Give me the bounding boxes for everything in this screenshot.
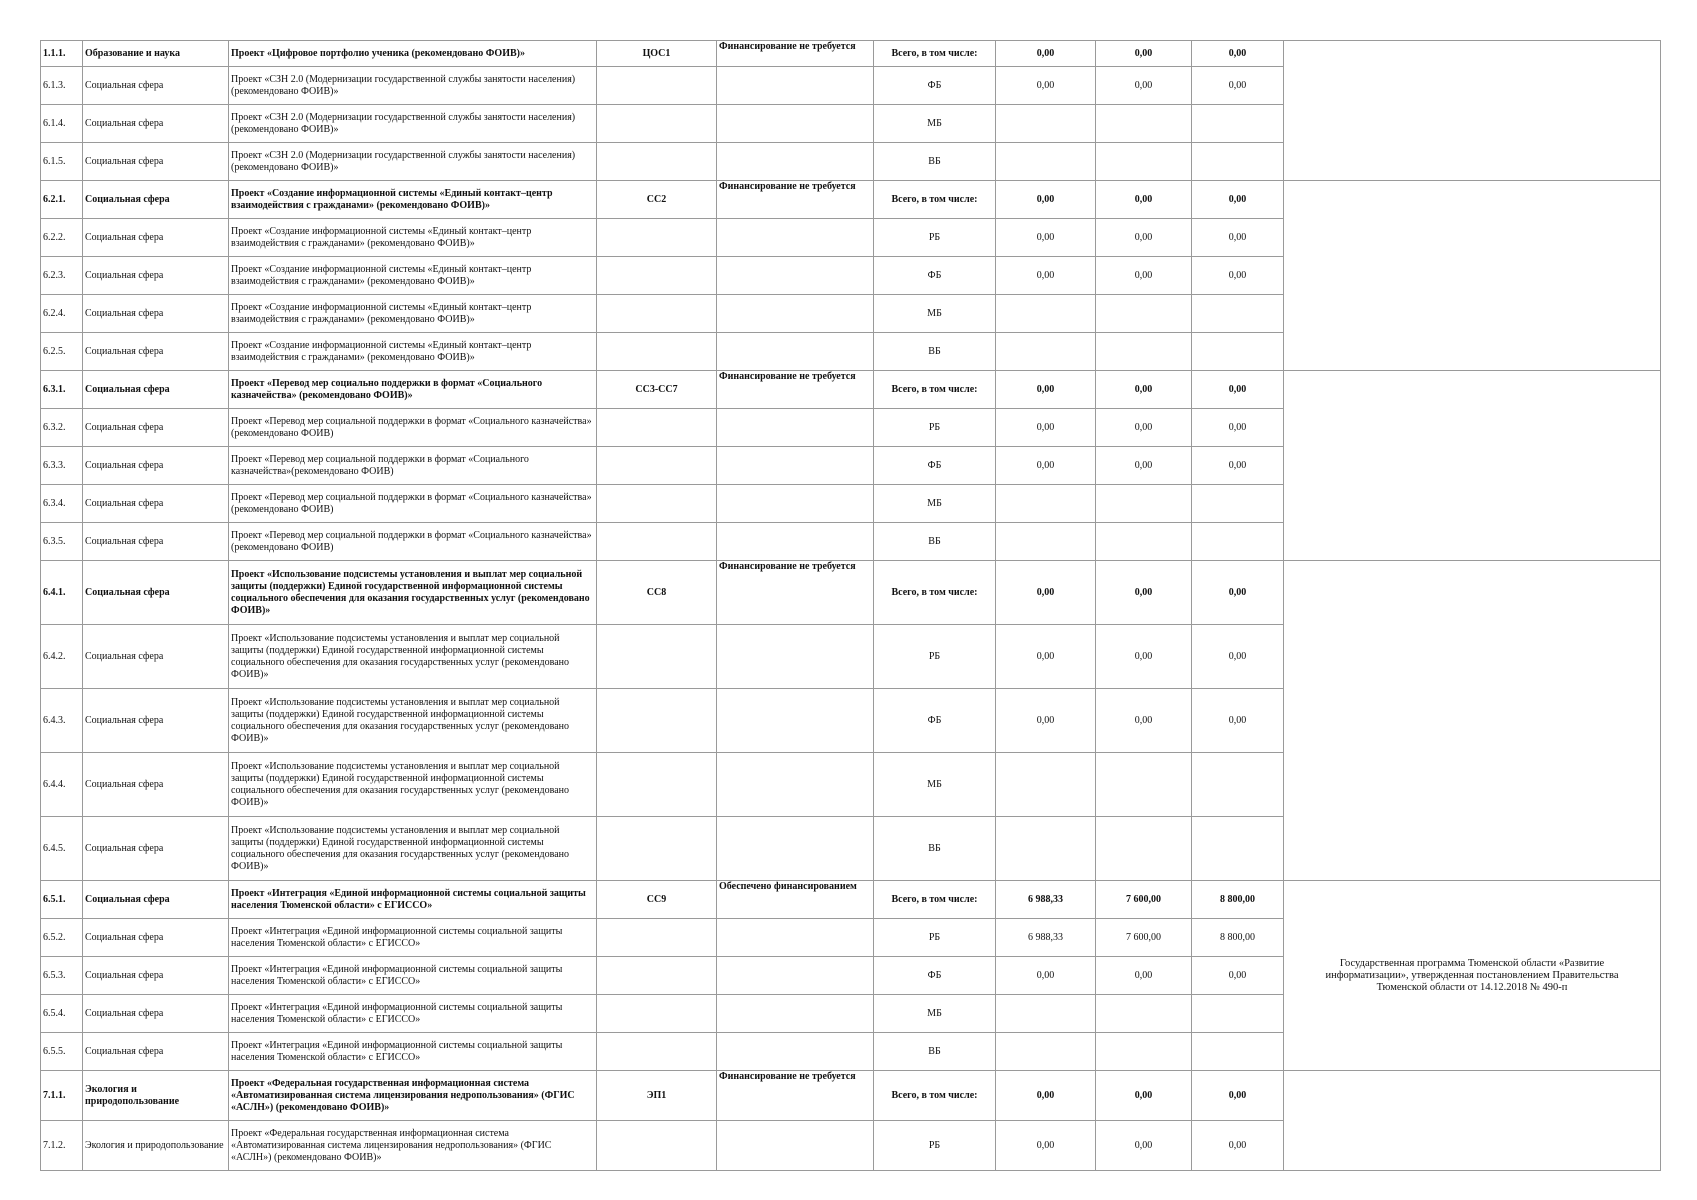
row-funding-source: МБ [874,485,996,523]
row-area: Социальная сфера [83,447,229,485]
row-value-3: 0,00 [1192,1071,1284,1121]
row-area: Социальная сфера [83,689,229,753]
row-funding-status [717,143,874,181]
row-code [597,219,717,257]
row-value-1: 0,00 [996,689,1096,753]
row-code: СС3-СС7 [597,371,717,409]
row-area: Социальная сфера [83,1033,229,1071]
row-funding-status [717,689,874,753]
row-funding-status [717,219,874,257]
row-funding-status [717,447,874,485]
row-area: Экология и природопользование [83,1121,229,1171]
note-cell [1284,561,1661,881]
row-project-name: Проект «СЗН 2.0 (Модернизации государственной службы занятости населения) (рекомендовано ФОИВ)» [229,67,597,105]
row-value-1: 6 988,33 [996,919,1096,957]
row-area: Социальная сфера [83,295,229,333]
row-number: 6.3.1. [41,371,83,409]
row-number: 6.5.3. [41,957,83,995]
row-funding-source: ФБ [874,689,996,753]
row-number: 6.3.5. [41,523,83,561]
program-note: Государственная программа Тюменской области «Развитие информатизации», утвержденная постановлением Правительства Тюменской области от 14.12.2018 № 490-п [1284,881,1661,1071]
row-area: Социальная сфера [83,105,229,143]
row-number: 7.1.1. [41,1071,83,1121]
row-code [597,523,717,561]
row-number: 6.3.2. [41,409,83,447]
row-funding-source: Всего, в том числе: [874,561,996,625]
row-funding-source: ФБ [874,957,996,995]
row-project-name: Проект «Использование подсистемы установления и выплат мер социальной защиты (поддержки) Единой государственной информационной системы социального обеспечения для оказания государственных услуг (рекомендовано ФОИВ)» [229,753,597,817]
row-funding-status [717,67,874,105]
funding-table [40,40,1661,1171]
row-code [597,995,717,1033]
row-funding-source: Всего, в том числе: [874,881,996,919]
row-code [597,67,717,105]
row-project-name: Проект «Перевод мер социальной поддержки в формат «Социального казначейства» (рекомендовано ФОИВ) [229,409,597,447]
row-value-1 [996,295,1096,333]
row-code [597,957,717,995]
row-number: 1.1.1. [41,41,83,67]
row-value-3: 0,00 [1192,689,1284,753]
row-funding-status [717,753,874,817]
row-area: Социальная сфера [83,333,229,371]
row-code [597,485,717,523]
row-code [597,447,717,485]
row-value-1 [996,143,1096,181]
row-funding-source: Всего, в том числе: [874,181,996,219]
row-value-2 [1096,333,1192,371]
row-number: 6.1.4. [41,105,83,143]
row-value-3: 0,00 [1192,957,1284,995]
table-row [41,41,1661,67]
row-project-name: Проект «Использование подсистемы установления и выплат мер социальной защиты (поддержки) Единой государственной информационной системы социального обеспечения для оказания государственных услуг (рекомендовано ФОИВ)» [229,689,597,753]
row-value-1: 0,00 [996,957,1096,995]
row-code [597,625,717,689]
note-cell [1284,371,1661,561]
row-area: Социальная сфера [83,995,229,1033]
row-code [597,143,717,181]
row-funding-status [717,957,874,995]
row-value-2 [1096,105,1192,143]
row-number: 6.4.3. [41,689,83,753]
row-funding-status [717,105,874,143]
row-value-2: 0,00 [1096,1071,1192,1121]
row-project-name: Проект «Перевод мер социальной поддержки в формат «Социального казначейства» (рекомендовано ФОИВ) [229,485,597,523]
row-code: СС2 [597,181,717,219]
row-area: Социальная сфера [83,67,229,105]
row-value-1: 0,00 [996,219,1096,257]
row-number: 6.2.4. [41,295,83,333]
row-code [597,1121,717,1171]
row-value-3: 0,00 [1192,257,1284,295]
row-value-3 [1192,485,1284,523]
row-number: 6.3.3. [41,447,83,485]
row-project-name: Проект «Использование подсистемы установления и выплат мер социальной защиты (поддержки) Единой государственной информационной системы социального обеспечения для оказания государственных услуг (рекомендовано ФОИВ)» [229,625,597,689]
row-area: Образование и наука [83,41,229,67]
row-number: 6.4.5. [41,817,83,881]
row-value-1: 0,00 [996,561,1096,625]
row-number: 6.5.5. [41,1033,83,1071]
row-project-name: Проект «Перевод мер социально поддержки в формат «Социального казначейства» (рекомендовано ФОИВ)» [229,371,597,409]
row-value-2: 7 600,00 [1096,919,1192,957]
row-area: Социальная сфера [83,817,229,881]
row-project-name: Проект «СЗН 2.0 (Модернизации государственной службы занятости населения) (рекомендовано ФОИВ)» [229,105,597,143]
row-value-2: 0,00 [1096,67,1192,105]
row-funding-source: Всего, в том числе: [874,41,996,67]
row-number: 6.2.5. [41,333,83,371]
row-funding-source: Всего, в том числе: [874,1071,996,1121]
row-code: ЦОС1 [597,41,717,67]
row-area: Социальная сфера [83,957,229,995]
row-area: Социальная сфера [83,523,229,561]
row-area: Социальная сфера [83,409,229,447]
row-funding-status [717,257,874,295]
row-value-3: 0,00 [1192,561,1284,625]
row-value-2 [1096,817,1192,881]
row-value-2 [1096,143,1192,181]
row-area: Социальная сфера [83,371,229,409]
note-cell [1284,1071,1661,1171]
row-project-name: Проект «Создание информационной системы «Единый контакт–центр взаимодействия с гражданами» (рекомендовано ФОИВ)» [229,295,597,333]
row-area: Социальная сфера [83,219,229,257]
row-funding-status: Финансирование не требуется [717,181,874,219]
row-value-3: 0,00 [1192,219,1284,257]
row-value-1 [996,333,1096,371]
row-funding-source: РБ [874,219,996,257]
row-funding-status: Финансирование не требуется [717,41,874,67]
row-project-name: Проект «Создание информационной системы «Единый контакт–центр взаимодействия с гражданами» (рекомендовано ФОИВ)» [229,181,597,219]
row-value-3: 8 800,00 [1192,919,1284,957]
row-funding-status [717,919,874,957]
row-code: ЭП1 [597,1071,717,1121]
row-code: СС9 [597,881,717,919]
row-number: 7.1.2. [41,1121,83,1171]
row-value-2: 0,00 [1096,1121,1192,1171]
row-value-1 [996,1033,1096,1071]
row-value-3 [1192,523,1284,561]
row-project-name: Проект «Федеральная государственная информационная система «Автоматизированная система лицензирования недропользования» (ФГИС «АСЛН») (рекомендовано ФОИВ)» [229,1071,597,1121]
row-value-2: 0,00 [1096,625,1192,689]
row-funding-status: Обеспечено финансированием [717,881,874,919]
row-funding-source: МБ [874,995,996,1033]
row-value-1: 0,00 [996,371,1096,409]
row-value-2 [1096,485,1192,523]
row-value-2: 0,00 [1096,371,1192,409]
row-value-2 [1096,1033,1192,1071]
row-area: Социальная сфера [83,625,229,689]
row-value-3 [1192,105,1284,143]
note-cell [1284,41,1661,181]
row-area: Социальная сфера [83,881,229,919]
row-value-1: 0,00 [996,409,1096,447]
row-project-name: Проект «Федеральная государственная информационная система «Автоматизированная система лицензирования недропользования» (ФГИС «АСЛН») (рекомендовано ФОИВ)» [229,1121,597,1171]
row-value-3 [1192,995,1284,1033]
row-value-1: 0,00 [996,1121,1096,1171]
row-number: 6.2.3. [41,257,83,295]
row-funding-source: Всего, в том числе: [874,371,996,409]
row-project-name: Проект «Использование подсистемы установления и выплат мер социальной защиты (поддержки) Единой государственной информационной системы социального обеспечения для оказания государственных услуг (рекомендовано ФОИВ)» [229,561,597,625]
row-value-1: 0,00 [996,257,1096,295]
row-value-2 [1096,753,1192,817]
row-value-3: 0,00 [1192,181,1284,219]
row-funding-status [717,333,874,371]
row-funding-status [717,817,874,881]
row-code [597,295,717,333]
row-value-2: 7 600,00 [1096,881,1192,919]
row-area: Социальная сфера [83,143,229,181]
row-number: 6.1.3. [41,67,83,105]
row-value-1: 0,00 [996,447,1096,485]
row-value-2: 0,00 [1096,257,1192,295]
row-value-3: 0,00 [1192,371,1284,409]
row-area: Социальная сфера [83,561,229,625]
row-code [597,257,717,295]
row-value-2 [1096,523,1192,561]
row-area: Социальная сфера [83,485,229,523]
row-funding-status: Финансирование не требуется [717,371,874,409]
row-funding-status [717,523,874,561]
row-project-name: Проект «Перевод мер социальной поддержки в формат «Социального казначейства» (рекомендовано ФОИВ) [229,523,597,561]
row-number: 6.4.2. [41,625,83,689]
note-cell [1284,181,1661,371]
row-value-3 [1192,333,1284,371]
row-project-name: Проект «Интеграция «Единой информационной системы социальной защиты населения Тюменской области» с ЕГИССО» [229,881,597,919]
row-funding-source: МБ [874,105,996,143]
row-value-1 [996,485,1096,523]
row-value-2: 0,00 [1096,957,1192,995]
row-code [597,1033,717,1071]
row-funding-source: ФБ [874,67,996,105]
row-value-1: 0,00 [996,67,1096,105]
row-project-name: Проект «Создание информационной системы «Единый контакт–центр взаимодействия с гражданами» (рекомендовано ФОИВ)» [229,333,597,371]
table-body [41,41,1661,1171]
row-code [597,817,717,881]
row-funding-source: ВБ [874,333,996,371]
row-funding-status [717,295,874,333]
row-funding-status: Финансирование не требуется [717,561,874,625]
row-number: 6.5.4. [41,995,83,1033]
row-funding-source: ВБ [874,817,996,881]
row-code [597,919,717,957]
row-project-name: Проект «СЗН 2.0 (Модернизации государственной службы занятости населения) (рекомендовано ФОИВ)» [229,143,597,181]
row-value-2: 0,00 [1096,409,1192,447]
table-row [41,1071,1661,1121]
row-value-1 [996,817,1096,881]
row-code [597,105,717,143]
row-value-2: 0,00 [1096,561,1192,625]
row-value-3: 8 800,00 [1192,881,1284,919]
row-value-3 [1192,753,1284,817]
row-value-3 [1192,143,1284,181]
row-area: Социальная сфера [83,181,229,219]
row-funding-source: РБ [874,919,996,957]
row-value-1: 0,00 [996,41,1096,67]
row-funding-status [717,625,874,689]
row-value-1: 0,00 [996,1071,1096,1121]
row-value-2: 0,00 [1096,447,1192,485]
table-row [41,181,1661,219]
table-row [41,371,1661,409]
row-funding-source: ВБ [874,143,996,181]
row-value-2: 0,00 [1096,689,1192,753]
row-value-2: 0,00 [1096,219,1192,257]
row-project-name: Проект «Интеграция «Единой информационной системы социальной защиты населения Тюменской области» с ЕГИССО» [229,957,597,995]
row-number: 6.4.4. [41,753,83,817]
row-number: 6.3.4. [41,485,83,523]
row-funding-status: Финансирование не требуется [717,1071,874,1121]
table-row [41,561,1661,625]
row-code [597,689,717,753]
row-project-name: Проект «Интеграция «Единой информационной системы социальной защиты населения Тюменской области» с ЕГИССО» [229,995,597,1033]
row-funding-status [717,1121,874,1171]
row-project-name: Проект «Использование подсистемы установления и выплат мер социальной защиты (поддержки) Единой государственной информационной системы социального обеспечения для оказания государственных услуг (рекомендовано ФОИВ)» [229,817,597,881]
row-value-1: 0,00 [996,181,1096,219]
row-value-3: 0,00 [1192,447,1284,485]
row-project-name: Проект «Создание информационной системы «Единый контакт–центр взаимодействия с гражданами» (рекомендовано ФОИВ)» [229,257,597,295]
row-area: Социальная сфера [83,257,229,295]
row-funding-status [717,485,874,523]
row-value-1: 0,00 [996,625,1096,689]
row-value-3: 0,00 [1192,67,1284,105]
row-number: 6.4.1. [41,561,83,625]
row-value-3: 0,00 [1192,41,1284,67]
row-value-1: 6 988,33 [996,881,1096,919]
row-value-3 [1192,817,1284,881]
row-funding-status [717,995,874,1033]
row-number: 6.2.1. [41,181,83,219]
row-project-name: Проект «Создание информационной системы «Единый контакт–центр взаимодействия с гражданами» (рекомендовано ФОИВ)» [229,219,597,257]
row-number: 6.5.1. [41,881,83,919]
table-row [41,881,1661,919]
row-funding-source: ФБ [874,447,996,485]
row-funding-source: МБ [874,295,996,333]
row-value-3: 0,00 [1192,409,1284,447]
row-value-2 [1096,995,1192,1033]
row-funding-source: МБ [874,753,996,817]
row-code [597,333,717,371]
row-project-name: Проект «Интеграция «Единой информационной системы социальной защиты населения Тюменской области» с ЕГИССО» [229,919,597,957]
row-area: Социальная сфера [83,753,229,817]
row-project-name: Проект «Интеграция «Единой информационной системы социальной защиты населения Тюменской области» с ЕГИССО» [229,1033,597,1071]
row-number: 6.1.5. [41,143,83,181]
row-value-3: 0,00 [1192,1121,1284,1171]
row-area: Социальная сфера [83,919,229,957]
row-funding-source: РБ [874,409,996,447]
row-funding-source: ФБ [874,257,996,295]
row-value-1 [996,995,1096,1033]
row-area: Экология и природопользование [83,1071,229,1121]
row-funding-source: РБ [874,1121,996,1171]
row-value-3: 0,00 [1192,625,1284,689]
row-value-2: 0,00 [1096,181,1192,219]
row-value-2: 0,00 [1096,41,1192,67]
row-code [597,409,717,447]
row-project-name: Проект «Цифровое портфолио ученика (рекомендовано ФОИВ)» [229,41,597,67]
row-project-name: Проект «Перевод мер социальной поддержки в формат «Социального казначейства»(рекомендовано ФОИВ) [229,447,597,485]
row-value-2 [1096,295,1192,333]
row-funding-status [717,409,874,447]
row-number: 6.2.2. [41,219,83,257]
row-funding-status [717,1033,874,1071]
row-number: 6.5.2. [41,919,83,957]
row-value-1 [996,523,1096,561]
row-code: СС8 [597,561,717,625]
row-funding-source: ВБ [874,1033,996,1071]
row-value-3 [1192,295,1284,333]
row-funding-source: ВБ [874,523,996,561]
row-code [597,753,717,817]
row-value-1 [996,753,1096,817]
row-value-3 [1192,1033,1284,1071]
row-funding-source: РБ [874,625,996,689]
funding-table-page [40,40,1660,1171]
row-value-1 [996,105,1096,143]
